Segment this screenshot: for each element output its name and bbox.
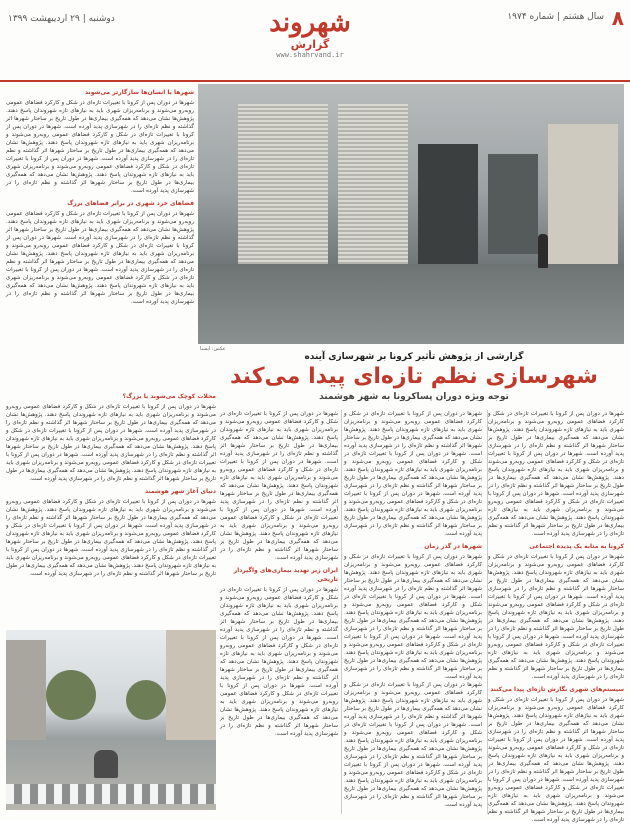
website-url: www.shahrvand.ir [276, 51, 344, 59]
left-text-4: شهرها در دوران پس از کرونا با تغییرات تازه‌ای در شکل و کارکرد فضاهای عمومی روبه‌رو می‌شوند و برنامه‌ریزان شهری باید به نیازهای تازه شهروندان پاسخ دهند. پژوهش‌ها نشان می‌دهد که همه‌گیری بیماری‌ها در طول تاریخ بر ساختار شهرها اثر گذاشته و نظم تازه‌ای را در شهرسازی پدید آورده است. شهرها در دوران پس از کرونا با تغییرات تازه‌ای در شکل و کارکرد فضاهای عمومی روبه‌رو می‌شوند و برنامه‌ریزان شهری باید به نیازهای تازه شهروندان پاسخ دهند. پژوهش‌ها نشان می‌دهد که همه‌گیری بیماری‌ها در طول تاریخ بر ساختار شهرها اثر گذاشته و نظم تازه‌ای را در شهرسازی پدید آورده است. شهرها در دوران پس از کرونا با تغییرات تازه‌ای در شکل و کارکرد فضاهای عمومی روبه‌رو می‌شوند و برنامه‌ریزان شهری باید به نیازهای تازه شهروندان پاسخ دهند. پژوهش‌ها نشان می‌دهد که همه‌گیری بیماری‌ها در طول تاریخ بر ساختار شهرها اثر گذاشته و نظم تازه‌ای را در شهرسازی پدید آورده است. [6, 499, 216, 577]
page-header [0, 0, 630, 82]
body-subhead-2: شهرها در گذر زمان [424, 543, 482, 550]
body-text: شهرها در دوران پس از کرونا با تغییرات تازه‌ای در شکل و کارکرد فضاهای عمومی روبه‌رو می‌شوند و برنامه‌ریزان شهری باید به نیازهای تازه شهروندان پاسخ دهند. پژوهش‌ها نشان می‌دهد که همه‌گیری بیماری‌ها در طول تاریخ بر ساختار شهرها اثر گذاشته و نظم تازه‌ای را در شهرسازی پدید آورده است. شهرها در دوران پس از کرونا با تغییرات تازه‌ای در شکل و کارکرد فضاهای عمومی روبه‌رو می‌شوند و برنامه‌ریزان شهری باید به نیازهای تازه شهروندان پاسخ دهند. پژوهش‌ها نشان می‌دهد که همه‌گیری بیماری‌ها در طول تاریخ بر ساختار شهرها اثر گذاشته و نظم تازه‌ای را در شهرسازی پدید آورده است. شهرها در دوران پس از کرونا با تغییرات تازه‌ای در شکل و کارکرد فضاهای عمومی روبه‌رو می‌شوند و برنامه‌ریزان شهری باید به نیازهای تازه شهروندان پاسخ دهند. پژوهش‌ها نشان می‌دهد که همه‌گیری بیماری‌ها در طول تاریخ بر ساختار شهرها اثر گذاشته و نظم تازه‌ای را در شهرسازی پدید آورده است. [488, 697, 624, 823]
left-text-2: شهرها در دوران پس از کرونا با تغییرات تازه‌ای در شکل و کارکرد فضاهای عمومی روبه‌رو می‌شوند و برنامه‌ریزان شهری باید به نیازهای تازه شهروندان پاسخ دهند. پژوهش‌ها نشان می‌دهد که همه‌گیری بیماری‌ها در طول تاریخ بر ساختار شهرها اثر گذاشته و نظم تازه‌ای را در شهرسازی پدید آورده است. شهرها در دوران پس از کرونا با تغییرات تازه‌ای در شکل و کارکرد فضاهای عمومی روبه‌رو می‌شوند و برنامه‌ریزان شهری باید به نیازهای تازه شهروندان پاسخ دهند. پژوهش‌ها نشان می‌دهد که همه‌گیری بیماری‌ها در طول تاریخ بر ساختار شهرها اثر گذاشته و نظم تازه‌ای را در شهرسازی پدید آورده است. شهرها در دوران پس از کرونا با تغییرات تازه‌ای در شکل و کارکرد فضاهای عمومی روبه‌رو می‌شوند و برنامه‌ریزان شهری باید به نیازهای تازه شهروندان پاسخ دهند. پژوهش‌ها نشان می‌دهد که همه‌گیری بیماری‌ها در طول تاریخ بر ساختار شهرها اثر گذاشته و نظم تازه‌ای را در شهرسازی پدید آورده است. [6, 211, 194, 305]
body-column-3 [220, 410, 338, 814]
issue-date: دوشنبه | ۲۹ اردیبهشت ۱۳۹۹ [8, 14, 115, 24]
body-subhead-1: کرونا به مثابه یک پدیده اجتماعی [529, 543, 624, 550]
body-column-2 [344, 410, 482, 814]
page-number: ۸ [611, 6, 624, 30]
column-rule [487, 410, 488, 814]
left-subhead-3: محلات کوچک می‌شوند یا بزرگ؟ [122, 393, 216, 400]
building [6, 640, 46, 740]
body-text: شهرها در دوران پس از کرونا با تغییرات تازه‌ای در شکل و کارکرد فضاهای عمومی روبه‌رو می‌شوند و برنامه‌ریزان شهری باید به نیازهای تازه شهروندان پاسخ دهند. پژوهش‌ها نشان می‌دهد که همه‌گیری بیماری‌ها در طول تاریخ بر ساختار شهرها اثر گذاشته و نظم تازه‌ای را در شهرسازی پدید آورده است. شهرها در دوران پس از کرونا با تغییرات تازه‌ای در شکل و کارکرد فضاهای عمومی روبه‌رو می‌شوند و برنامه‌ریزان شهری باید به نیازهای تازه شهروندان پاسخ دهند. پژوهش‌ها نشان می‌دهد که همه‌گیری بیماری‌ها در طول تاریخ بر ساختار شهرها اثر گذاشته و نظم تازه‌ای را در شهرسازی پدید آورده است. شهرها در دوران پس از کرونا با تغییرات تازه‌ای در شکل و کارکرد فضاهای عمومی روبه‌رو می‌شوند و برنامه‌ریزان شهری باید به نیازهای تازه شهروندان پاسخ دهند. پژوهش‌ها نشان می‌دهد که همه‌گیری بیماری‌ها در طول تاریخ بر ساختار شهرها اثر گذاشته و نظم تازه‌ای را در شهرسازی پدید آورده است. [343, 554, 482, 680]
sitting-man [94, 750, 118, 778]
body-text: شهرها در دوران پس از کرونا با تغییرات تازه‌ای در شکل و کارکرد فضاهای عمومی روبه‌رو می‌شوند و برنامه‌ریزان شهری باید به نیازهای تازه شهروندان پاسخ دهند. پژوهش‌ها نشان می‌دهد که همه‌گیری بیماری‌ها در طول تاریخ بر ساختار شهرها اثر گذاشته و نظم تازه‌ای را در شهرسازی پدید آورده است. شهرها در دوران پس از کرونا با تغییرات تازه‌ای در شکل و کارکرد فضاهای عمومی روبه‌رو می‌شوند و برنامه‌ریزان شهری باید به نیازهای تازه شهروندان پاسخ دهند. پژوهش‌ها نشان می‌دهد که همه‌گیری بیماری‌ها در طول تاریخ بر ساختار شهرها اثر گذاشته و نظم تازه‌ای را در شهرسازی پدید آورده است. شهرها در دوران پس از کرونا با تغییرات تازه‌ای در شکل و کارکرد فضاهای عمومی روبه‌رو می‌شوند و برنامه‌ریزان شهری باید به نیازهای تازه شهروندان پاسخ دهند. پژوهش‌ها نشان می‌دهد که همه‌گیری بیماری‌ها در طول تاریخ بر ساختار شهرها اثر گذاشته و نظم تازه‌ای را در شهرسازی پدید آورده است. [488, 554, 624, 680]
body-subhead-3: ایران زیر تهدید بیماری‌های واگیردار تاریخی [233, 567, 338, 583]
wet-street [198, 264, 624, 344]
left-text-1: شهرها در دوران پس از کرونا با تغییرات تازه‌ای در شکل و کارکرد فضاهای عمومی روبه‌رو می‌شوند و برنامه‌ریزان شهری باید به نیازهای تازه شهروندان پاسخ دهند. پژوهش‌ها نشان می‌دهد که همه‌گیری بیماری‌ها در طول تاریخ بر ساختار شهرها اثر گذاشته و نظم تازه‌ای را در شهرسازی پدید آورده است. شهرها در دوران پس از کرونا با تغییرات تازه‌ای در شکل و کارکرد فضاهای عمومی روبه‌رو می‌شوند و برنامه‌ریزان شهری باید به نیازهای تازه شهروندان پاسخ دهند. پژوهش‌ها نشان می‌دهد که همه‌گیری بیماری‌ها در طول تاریخ بر ساختار شهرها اثر گذاشته و نظم تازه‌ای را در شهرسازی پدید آورده است. شهرها در دوران پس از کرونا با تغییرات تازه‌ای در شکل و کارکرد فضاهای عمومی روبه‌رو می‌شوند و برنامه‌ریزان شهری باید به نیازهای تازه شهروندان پاسخ دهند. پژوهش‌ها نشان می‌دهد که همه‌گیری بیماری‌ها در طول تاریخ بر ساختار شهرها اثر گذاشته و نظم تازه‌ای را در شهرسازی پدید آورده است. [6, 100, 194, 194]
empty-street-photo [6, 630, 216, 810]
left-subhead-2: فضاهای خرد شهری در برابر فضاهای بزرگ [67, 200, 194, 207]
body-text: شهرها در دوران پس از کرونا با تغییرات تازه‌ای در شکل و کارکرد فضاهای عمومی روبه‌رو می‌شوند و برنامه‌ریزان شهری باید به نیازهای تازه شهروندان پاسخ دهند. پژوهش‌ها نشان می‌دهد که همه‌گیری بیماری‌ها در طول تاریخ بر ساختار شهرها اثر گذاشته و نظم تازه‌ای را در شهرسازی پدید آورده است. شهرها در دوران پس از کرونا با تغییرات تازه‌ای در شکل و کارکرد فضاهای عمومی روبه‌رو می‌شوند و برنامه‌ریزان شهری باید به نیازهای تازه شهروندان پاسخ دهند. پژوهش‌ها نشان می‌دهد که همه‌گیری بیماری‌ها در طول تاریخ بر ساختار شهرها اثر گذاشته و نظم تازه‌ای را در شهرسازی پدید آورده است. شهرها در دوران پس از کرونا با تغییرات تازه‌ای در شکل و کارکرد فضاهای عمومی روبه‌رو می‌شوند و برنامه‌ریزان شهری باید به نیازهای تازه شهروندان پاسخ دهند. پژوهش‌ها نشان می‌دهد که همه‌گیری بیماری‌ها در طول تاریخ بر ساختار شهرها اثر گذاشته و نظم تازه‌ای را در شهرسازی پدید آورده است. [343, 682, 482, 808]
storefront [418, 144, 478, 264]
body-text: شهرها در دوران پس از کرونا با تغییرات تازه‌ای در شکل و کارکرد فضاهای عمومی روبه‌رو می‌شوند و برنامه‌ریزان شهری باید به نیازهای تازه شهروندان پاسخ دهند. پژوهش‌ها نشان می‌دهد که همه‌گیری بیماری‌ها در طول تاریخ بر ساختار شهرها اثر گذاشته و نظم تازه‌ای را در شهرسازی پدید آورده است. شهرها در دوران پس از کرونا با تغییرات تازه‌ای در شکل و کارکرد فضاهای عمومی روبه‌رو می‌شوند و برنامه‌ریزان شهری باید به نیازهای تازه شهروندان پاسخ دهند. پژوهش‌ها نشان می‌دهد که همه‌گیری بیماری‌ها در طول تاریخ بر ساختار شهرها اثر گذاشته و نظم تازه‌ای را در شهرسازی پدید آورده است. شهرها در دوران پس از کرونا با تغییرات تازه‌ای در شکل و کارکرد فضاهای عمومی روبه‌رو می‌شوند و برنامه‌ریزان شهری باید به نیازهای تازه شهروندان پاسخ دهند. پژوهش‌ها نشان می‌دهد که همه‌گیری بیماری‌ها در طول تاریخ بر ساختار شهرها اثر گذاشته و نظم تازه‌ای را در شهرسازی پدید آورده است. [343, 411, 482, 537]
left-column-bottom [6, 388, 216, 626]
newspaper-logo [235, 8, 385, 59]
left-column-top [6, 84, 194, 384]
headline-title: شهرسازی نظم تازه‌ای پیدا می‌کند [230, 364, 598, 389]
crosswalk [6, 784, 216, 804]
body-text: شهرها در دوران پس از کرونا با تغییرات تازه‌ای در شکل و کارکرد فضاهای عمومی روبه‌رو می‌شوند و برنامه‌ریزان شهری باید به نیازهای تازه شهروندان پاسخ دهند. پژوهش‌ها نشان می‌دهد که همه‌گیری بیماری‌ها در طول تاریخ بر ساختار شهرها اثر گذاشته و نظم تازه‌ای را در شهرسازی پدید آورده است. شهرها در دوران پس از کرونا با تغییرات تازه‌ای در شکل و کارکرد فضاهای عمومی روبه‌رو می‌شوند و برنامه‌ریزان شهری باید به نیازهای تازه شهروندان پاسخ دهند. پژوهش‌ها نشان می‌دهد که همه‌گیری بیماری‌ها در طول تاریخ بر ساختار شهرها اثر گذاشته و نظم تازه‌ای را در شهرسازی پدید آورده است. شهرها در دوران پس از کرونا با تغییرات تازه‌ای در شکل و کارکرد فضاهای عمومی روبه‌رو می‌شوند و برنامه‌ریزان شهری باید به نیازهای تازه شهروندان پاسخ دهند. پژوهش‌ها نشان می‌دهد که همه‌گیری بیماری‌ها در طول تاریخ بر ساختار شهرها اثر گذاشته و نظم تازه‌ای را در شهرسازی پدید آورده است. [220, 587, 338, 737]
building-facade [548, 124, 618, 264]
brand-name: شهروند [269, 8, 351, 38]
shop-shutter [238, 104, 328, 264]
building [166, 630, 216, 740]
shop-shutter [338, 104, 408, 264]
body-column-1 [488, 410, 624, 823]
tree [46, 670, 96, 720]
storefront [488, 154, 538, 254]
body-text: شهرها در دوران پس از کرونا با تغییرات تازه‌ای در شکل و کارکرد فضاهای عمومی روبه‌رو می‌شوند و برنامه‌ریزان شهری باید به نیازهای تازه شهروندان پاسخ دهند. پژوهش‌ها نشان می‌دهد که همه‌گیری بیماری‌ها در طول تاریخ بر ساختار شهرها اثر گذاشته و نظم تازه‌ای را در شهرسازی پدید آورده است. شهرها در دوران پس از کرونا با تغییرات تازه‌ای در شکل و کارکرد فضاهای عمومی روبه‌رو می‌شوند و برنامه‌ریزان شهری باید به نیازهای تازه شهروندان پاسخ دهند. پژوهش‌ها نشان می‌دهد که همه‌گیری بیماری‌ها در طول تاریخ بر ساختار شهرها اثر گذاشته و نظم تازه‌ای را در شهرسازی پدید آورده است. شهرها در دوران پس از کرونا با تغییرات تازه‌ای در شکل و کارکرد فضاهای عمومی روبه‌رو می‌شوند و برنامه‌ریزان شهری باید به نیازهای تازه شهروندان پاسخ دهند. پژوهش‌ها نشان می‌دهد که همه‌گیری بیماری‌ها در طول تاریخ بر ساختار شهرها اثر گذاشته و نظم تازه‌ای را در شهرسازی پدید آورده است. [488, 411, 624, 537]
section-name: گزارش [290, 38, 330, 51]
left-subhead-4: دنیای آغاز شهر هوشمند [144, 488, 216, 495]
pedestrian [538, 234, 548, 268]
issue-info: سال هشتم | شماره ۱۹۷۴ [507, 12, 604, 22]
left-text-3: شهرها در دوران پس از کرونا با تغییرات تازه‌ای در شکل و کارکرد فضاهای عمومی روبه‌رو می‌شوند و برنامه‌ریزان شهری باید به نیازهای تازه شهروندان پاسخ دهند. پژوهش‌ها نشان می‌دهد که همه‌گیری بیماری‌ها در طول تاریخ بر ساختار شهرها اثر گذاشته و نظم تازه‌ای را در شهرسازی پدید آورده است. شهرها در دوران پس از کرونا با تغییرات تازه‌ای در شکل و کارکرد فضاهای عمومی روبه‌رو می‌شوند و برنامه‌ریزان شهری باید به نیازهای تازه شهروندان پاسخ دهند. پژوهش‌ها نشان می‌دهد که همه‌گیری بیماری‌ها در طول تاریخ بر ساختار شهرها اثر گذاشته و نظم تازه‌ای را در شهرسازی پدید آورده است. شهرها در دوران پس از کرونا با تغییرات تازه‌ای در شکل و کارکرد فضاهای عمومی روبه‌رو می‌شوند و برنامه‌ریزان شهری باید به نیازهای تازه شهروندان پاسخ دهند. پژوهش‌ها نشان می‌دهد که همه‌گیری بیماری‌ها در طول تاریخ بر ساختار شهرها اثر گذاشته و نظم تازه‌ای را در شهرسازی پدید آورده است. [6, 404, 216, 482]
body-subhead-4: سیستم‌های شهری نگارش تازه‌ای پیدا می‌کنند [490, 686, 624, 693]
body-text: شهرها در دوران پس از کرونا با تغییرات تازه‌ای در شکل و کارکرد فضاهای عمومی روبه‌رو می‌شوند و برنامه‌ریزان شهری باید به نیازهای تازه شهروندان پاسخ دهند. پژوهش‌ها نشان می‌دهد که همه‌گیری بیماری‌ها در طول تاریخ بر ساختار شهرها اثر گذاشته و نظم تازه‌ای را در شهرسازی پدید آورده است. شهرها در دوران پس از کرونا با تغییرات تازه‌ای در شکل و کارکرد فضاهای عمومی روبه‌رو می‌شوند و برنامه‌ریزان شهری باید به نیازهای تازه شهروندان پاسخ دهند. پژوهش‌ها نشان می‌دهد که همه‌گیری بیماری‌ها در طول تاریخ بر ساختار شهرها اثر گذاشته و نظم تازه‌ای را در شهرسازی پدید آورده است. شهرها در دوران پس از کرونا با تغییرات تازه‌ای در شکل و کارکرد فضاهای عمومی روبه‌رو می‌شوند و برنامه‌ریزان شهری باید به نیازهای تازه شهروندان پاسخ دهند. پژوهش‌ها نشان می‌دهد که همه‌گیری بیماری‌ها در طول تاریخ بر ساختار شهرها اثر گذاشته و نظم تازه‌ای را در شهرسازی پدید آورده است. [220, 411, 338, 561]
column-rule [341, 410, 342, 814]
headline-block [204, 350, 624, 402]
tree [126, 680, 166, 720]
headline-kicker: گزارشی از پژوهش تأثیر کرونا بر شهرسازی آینده [304, 352, 524, 362]
left-subhead-1: شهرها با انسان‌ها سازگارتر می‌شوند [84, 89, 194, 96]
photo-caption: عکس: ایسنا [200, 346, 226, 352]
closed-shops-photo [198, 84, 624, 344]
headline-subtitle: توجه ویژه دوران پساکرونا به شهر هوشمند [319, 392, 509, 402]
